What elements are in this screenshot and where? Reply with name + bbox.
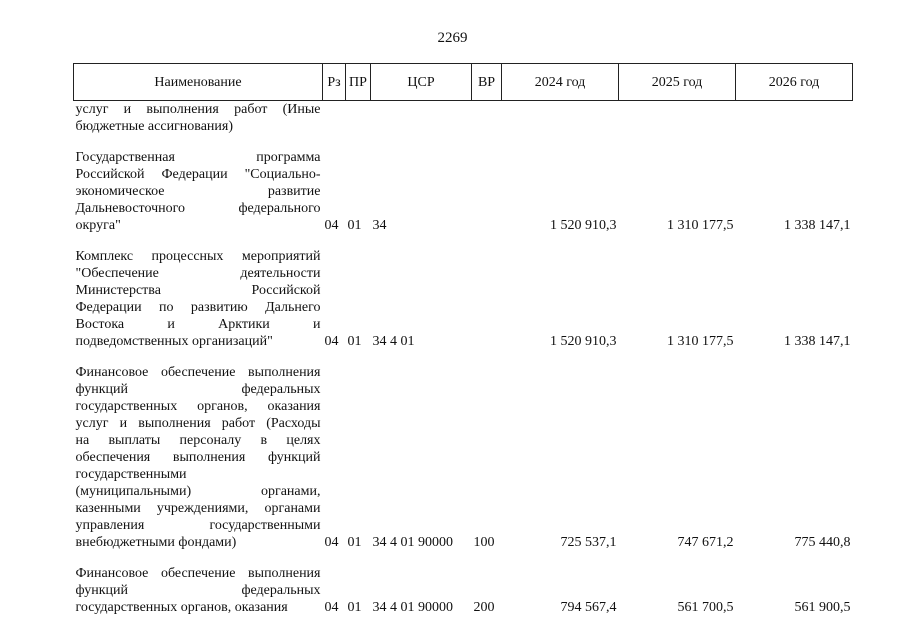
row-name-line: внебюджетными фондами)	[75, 535, 237, 550]
row-spacer	[74, 234, 853, 248]
row-name-line: Финансовое обеспечение выполнения	[75, 566, 321, 581]
row-spacer	[74, 350, 853, 364]
row-name-cell	[74, 101, 323, 136]
row-y2025-cell	[619, 101, 736, 136]
row-y2024-cell	[502, 101, 619, 136]
row-name-line: казенными учреждениями, органами	[75, 501, 321, 516]
row-csr-cell: 34 4 01 90000	[372, 600, 453, 615]
row-name-line: (муниципальными) органами,	[75, 484, 321, 499]
row-csr-cell: 34 4 01 90000	[372, 535, 453, 550]
column-header-pr: ПР	[346, 64, 371, 101]
row-name-line: управления государственными	[75, 518, 321, 533]
row-y2024-cell: 794 567,4	[560, 600, 617, 615]
row-name-line: "Обеспечение деятельности	[75, 266, 321, 281]
row-name-line: Министерства Российской	[75, 283, 321, 298]
row-vr-cell: 100	[473, 535, 495, 550]
row-y2024-cell: 725 537,1	[560, 535, 617, 550]
row-name-line: услуг и выполнения работ (Иные	[75, 102, 321, 117]
row-rz-cell: 04	[324, 334, 339, 349]
row-name-line: Комплекс процессных мероприятий	[75, 249, 321, 264]
row-pr-cell: 01	[347, 218, 362, 233]
row-rz-cell: 04	[324, 218, 339, 233]
column-header-2024: 2024 год	[502, 64, 619, 101]
row-y2024-cell: 1 520 910,3	[550, 218, 617, 233]
row-y2026-cell: 1 338 147,1	[784, 218, 851, 233]
row-name-cell	[74, 248, 323, 350]
row-vr-cell	[472, 248, 502, 350]
row-csr-cell: 34 4 01	[372, 334, 415, 349]
row-csr-cell: 34	[372, 218, 387, 233]
column-header-csr: ЦСР	[371, 64, 472, 101]
row-pr-cell	[346, 101, 371, 136]
row-name-line: государственными	[75, 467, 187, 482]
row-name-line: функций федеральных	[75, 382, 321, 397]
row-name-line: Востока и Арктики и	[75, 317, 321, 332]
row-name-line: услуг и выполнения работ (Расходы	[75, 416, 321, 431]
row-spacer-cell	[74, 350, 853, 364]
row-rz-cell	[323, 101, 346, 136]
column-header-2025: 2025 год	[619, 64, 736, 101]
row-name-cell	[74, 565, 323, 616]
row-y2026-cell: 1 338 147,1	[784, 334, 851, 349]
row-name-line: Финансовое обеспечение выполнения	[75, 365, 321, 380]
row-spacer-cell	[74, 135, 853, 149]
row-name-line: Федерации по развитию Дальнего	[75, 300, 321, 315]
row-name-line: обеспечения выполнения функций	[75, 450, 321, 465]
row-name-line: государственных органов, оказания	[75, 399, 321, 414]
row-rz-cell: 04	[324, 535, 339, 550]
row-spacer-cell	[74, 551, 853, 565]
row-y2025-cell: 561 700,5	[677, 600, 734, 615]
table-header	[74, 64, 853, 101]
row-name-line: Дальневосточного федерального	[75, 201, 321, 216]
row-vr-cell: 200	[473, 600, 495, 615]
row-name-line: функций федеральных	[75, 583, 321, 598]
budget-table	[73, 63, 853, 616]
row-y2024-cell: 1 520 910,3	[550, 334, 617, 349]
row-name-line: Российской Федерации "Социально-	[75, 167, 321, 182]
row-y2025-cell: 1 310 177,5	[667, 334, 734, 349]
row-y2026-cell	[736, 101, 853, 136]
row-pr-cell: 01	[347, 334, 362, 349]
row-name-line: подведомственных организаций"	[75, 334, 273, 349]
table-row	[74, 364, 853, 551]
table-body	[74, 101, 853, 617]
row-y2026-cell: 561 900,5	[794, 600, 851, 615]
row-name-line: округа"	[75, 218, 121, 233]
row-pr-cell: 01	[347, 600, 362, 615]
row-vr-cell	[472, 101, 502, 136]
column-header-2026: 2026 год	[736, 64, 853, 101]
row-name-line: бюджетные ассигнования)	[75, 119, 234, 134]
row-name-line: экономическое развитие	[75, 184, 321, 199]
row-spacer-cell	[74, 234, 853, 248]
row-vr-cell	[472, 149, 502, 234]
row-spacer	[74, 551, 853, 565]
table-row	[74, 149, 853, 234]
page-number: 2269	[437, 30, 468, 46]
table-row	[74, 248, 853, 350]
row-spacer	[74, 135, 853, 149]
row-rz-cell: 04	[324, 600, 339, 615]
row-pr-cell: 01	[347, 535, 362, 550]
table-row	[74, 101, 853, 136]
column-header-name: Наименование	[74, 64, 323, 101]
table-row	[74, 565, 853, 616]
column-header-vr: ВР	[472, 64, 502, 101]
row-name-line: на выплаты персоналу в целях	[75, 433, 321, 448]
column-header-rz: Рз	[323, 64, 346, 101]
row-name-line: Государственная программа	[75, 150, 321, 165]
row-y2025-cell: 747 671,2	[677, 535, 734, 550]
row-csr-cell	[371, 101, 472, 136]
row-name-cell	[74, 364, 323, 551]
row-y2025-cell: 1 310 177,5	[667, 218, 734, 233]
row-y2026-cell: 775 440,8	[794, 535, 851, 550]
row-name-cell	[74, 149, 323, 234]
row-name-line: государственных органов, оказания	[75, 600, 288, 615]
